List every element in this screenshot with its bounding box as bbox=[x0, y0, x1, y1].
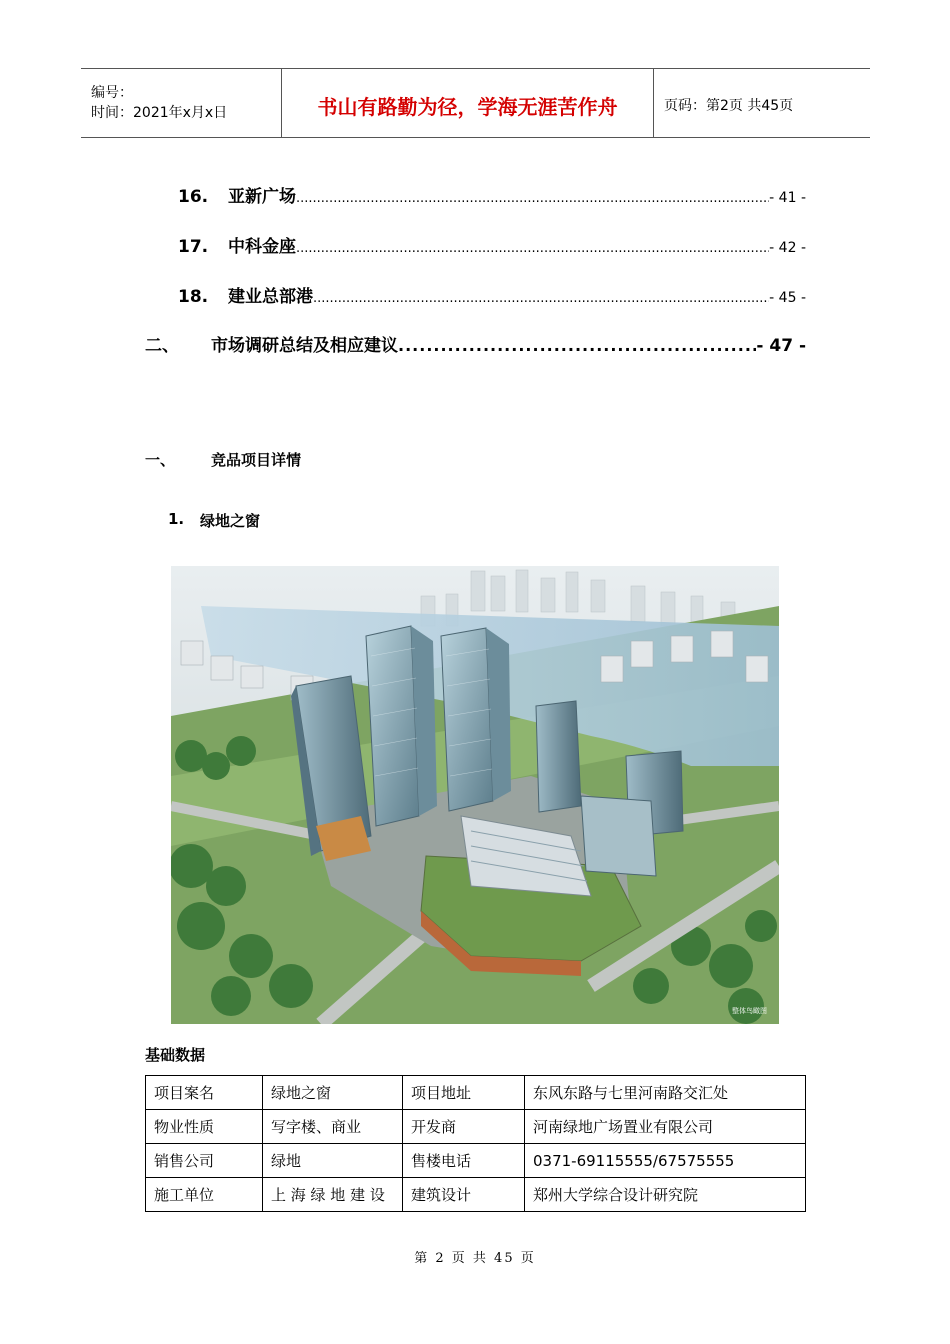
table-cell: 绿地之窗 bbox=[263, 1076, 403, 1110]
toc-entry-title: 建业总部港 bbox=[228, 287, 313, 307]
toc-entry[interactable] bbox=[178, 282, 806, 307]
toc-leader-dots bbox=[313, 291, 769, 306]
section-heading bbox=[145, 449, 301, 470]
photo-caption: 整体鸟瞰图 bbox=[732, 1007, 767, 1015]
basic-data-table bbox=[145, 1075, 806, 1212]
table-cell: 项目案名 bbox=[146, 1076, 263, 1110]
table-cell: 东风东路与七里河南路交汇处 bbox=[525, 1076, 806, 1110]
motto-text: 书山有路勤为径，学海无涯苦作舟 bbox=[317, 94, 618, 119]
header-motto bbox=[282, 69, 654, 137]
toc-entry-page: - 41 - bbox=[769, 190, 806, 206]
table-title: 基础数据 bbox=[145, 1046, 206, 1064]
table-cell: 物业性质 bbox=[146, 1110, 263, 1144]
subsection-heading bbox=[168, 510, 260, 531]
table-cell: 项目地址 bbox=[403, 1076, 525, 1110]
table-cell: 写字楼、商业 bbox=[263, 1110, 403, 1144]
table-cell: 销售公司 bbox=[146, 1144, 263, 1178]
header-meta bbox=[81, 69, 282, 137]
toc-entry-page: - 45 - bbox=[769, 290, 806, 306]
aerial-rendering-image bbox=[171, 566, 779, 1024]
toc-entry-number: 17. bbox=[178, 237, 209, 257]
table-cell: 河南绿地广场置业有限公司 bbox=[525, 1110, 806, 1144]
table-cell: 售楼电话 bbox=[403, 1144, 525, 1178]
toc-entry-number: 二、 bbox=[145, 336, 179, 356]
page-footer: 第 2 页 共 45 页 bbox=[414, 1251, 536, 1266]
toc-leader-dots bbox=[296, 241, 769, 256]
section-number: 一、 bbox=[145, 451, 176, 469]
table-cell: 开发商 bbox=[403, 1110, 525, 1144]
toc-entry-number: 16. bbox=[178, 187, 209, 207]
table-cell: 绿地 bbox=[263, 1144, 403, 1178]
toc-entry-title: 亚新广场 bbox=[228, 187, 296, 207]
subsection-number: 1. bbox=[168, 510, 185, 528]
toc-entry-page: - 47 - bbox=[756, 336, 806, 356]
table-row bbox=[146, 1178, 806, 1212]
page-header bbox=[81, 68, 870, 138]
table-cell: 0371-69115555/67575555 bbox=[525, 1144, 806, 1178]
toc-entry[interactable] bbox=[178, 182, 806, 207]
toc-leader-dots bbox=[296, 191, 769, 206]
toc-entry-title: 市场调研总结及相应建议 bbox=[211, 336, 398, 356]
toc-entry[interactable] bbox=[178, 232, 806, 257]
subsection-title: 绿地之窗 bbox=[200, 512, 261, 530]
table-cell: 上 海 绿 地 建 设 bbox=[263, 1178, 403, 1212]
toc-entry[interactable] bbox=[145, 331, 806, 356]
page-info-text: 页码：第2页 共45页 bbox=[664, 98, 794, 114]
header-page-info bbox=[654, 69, 870, 137]
section-title: 竞品项目详情 bbox=[211, 451, 302, 469]
toc-entry-number: 18. bbox=[178, 287, 209, 307]
table-row bbox=[146, 1110, 806, 1144]
code-label: 编号： bbox=[91, 85, 133, 101]
table-row bbox=[146, 1076, 806, 1110]
table-cell: 郑州大学综合设计研究院 bbox=[525, 1178, 806, 1212]
table-cell: 建筑设计 bbox=[403, 1178, 525, 1212]
toc-leader-dots bbox=[398, 336, 756, 355]
toc-entry-page: - 42 - bbox=[769, 240, 806, 256]
toc-entry-title: 中科金座 bbox=[228, 237, 296, 257]
time-label: 时间：2021年x月x日 bbox=[91, 105, 228, 121]
table-row bbox=[146, 1144, 806, 1178]
table-cell: 施工单位 bbox=[146, 1178, 263, 1212]
